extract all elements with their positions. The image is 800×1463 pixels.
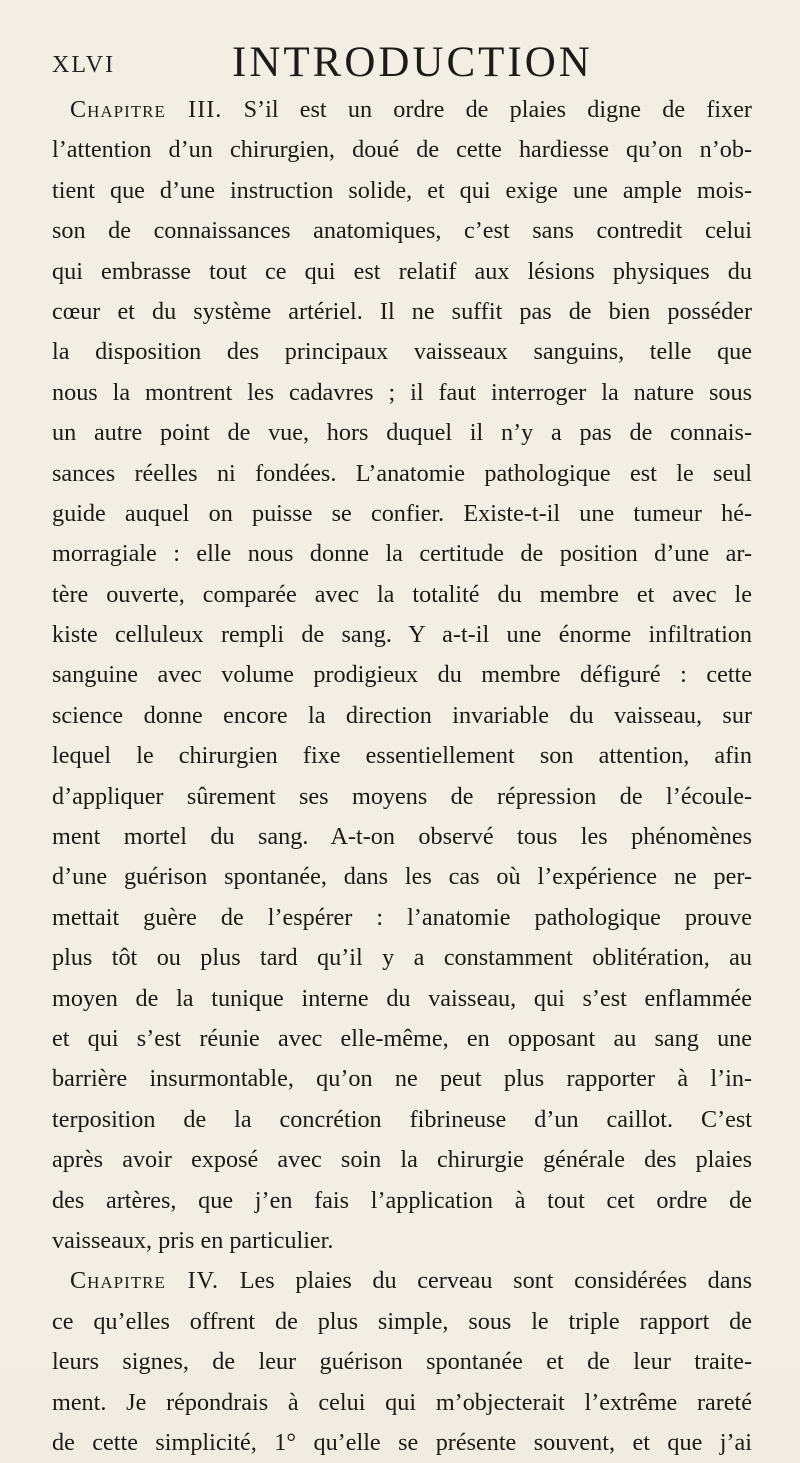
line-text: ce qu’elles offrent de plus simple, sous le triple rapport de — [52, 1307, 752, 1335]
text-line — [52, 736, 752, 776]
line-text: tient que d’une instruction solide, et qui exige une ample mois- — [52, 176, 752, 204]
text-line — [52, 615, 752, 655]
line-text: tère ouverte, comparée avec la totalité du membre et avec le — [52, 580, 752, 608]
line-text: la disposition des principaux vaisseaux sanguins, telle que — [52, 338, 752, 366]
text-line — [52, 252, 752, 292]
line-text: science donne encore la direction invariable du vaisseau, sur — [52, 701, 752, 729]
text-line — [52, 292, 752, 332]
line-text: d’appliquer sûrement ses moyens de répression de l’écoule- — [52, 782, 752, 810]
line-text: Les plaies du cerveau sont considérées dans — [219, 1267, 752, 1295]
text-line — [52, 575, 752, 615]
text-line — [52, 211, 752, 251]
text-line — [52, 979, 752, 1019]
text-line — [52, 90, 752, 130]
text-line — [52, 655, 752, 695]
line-text: sances réelles ni fondées. L’anatomie pathologique est le seul — [52, 459, 752, 487]
line-text: moyen de la tunique interne du vaisseau, qui s’est enflammée — [52, 984, 752, 1012]
text-line — [52, 938, 752, 978]
text-line — [52, 1140, 752, 1180]
line-text: ment mortel du sang. A-t-on observé tous les phénomènes — [52, 823, 752, 851]
text-line — [52, 696, 752, 736]
line-text: un autre point de vue, hors duquel il n’y a pas de connais- — [52, 419, 752, 447]
line-text: terposition de la concrétion fibrineuse d’un caillot. C’est — [52, 1105, 752, 1133]
text-line — [52, 898, 752, 938]
text-line — [52, 1423, 752, 1463]
line-text: des artères, que j’en fais l’application à tout cet ordre de — [52, 1186, 752, 1214]
line-text: après avoir exposé avec soin la chirurgie générale des plaies — [52, 1146, 752, 1174]
text-line — [52, 1059, 752, 1099]
text-line — [52, 534, 752, 574]
text-line — [52, 777, 752, 817]
line-text: son de connaissances anatomiques, c’est sans contredit celui — [52, 217, 752, 245]
page-number: XLVI — [52, 52, 116, 78]
line-text: d’une guérison spontanée, dans les cas où l’expérience ne per- — [52, 863, 752, 891]
line-text: plus tôt ou plus tard qu’il y a constamment oblitération, au — [52, 944, 752, 972]
text-line — [52, 857, 752, 897]
body-text — [52, 90, 752, 1463]
line-text: qui embrasse tout ce qui est relatif aux lésions physiques du — [52, 257, 752, 285]
text-line — [52, 1342, 752, 1382]
text-line — [52, 130, 752, 170]
line-text: ment. Je répondrais à celui qui m’objecterait l’extrême rareté — [52, 1388, 752, 1416]
text-line — [52, 454, 752, 494]
text-line — [52, 373, 752, 413]
line-text: cœur et du système artériel. Il ne suffit pas de bien posséder — [52, 297, 752, 325]
line-text: guide auquel on puisse se confier. Existe-t-il une tumeur hé- — [52, 499, 752, 527]
text-line — [52, 1019, 752, 1059]
text-line — [52, 817, 752, 857]
text-line — [52, 1181, 752, 1221]
line-text: kiste celluleux rempli de sang. Y a-t-il une énorme infiltration — [52, 621, 752, 649]
line-text: de cette simplicité, 1° qu’elle se présente souvent, et que j’ai — [52, 1428, 752, 1456]
line-text: lequel le chirurgien fixe essentiellement son attention, afin — [52, 742, 752, 770]
text-line — [52, 413, 752, 453]
text-line — [52, 1100, 752, 1140]
page-header — [52, 38, 754, 88]
line-text: morragiale : elle nous donne la certitude de position d’une ar- — [52, 540, 752, 568]
text-line — [52, 494, 752, 534]
line-text: l’attention d’un chirurgien, doué de cette hardiesse qu’on n’ob- — [52, 136, 752, 164]
line-text: et qui s’est réunie avec elle-même, en opposant au sang une — [52, 1024, 752, 1052]
line-text: sanguine avec volume prodigieux du membre défiguré : cette — [52, 661, 752, 689]
running-title: INTRODUCTION — [232, 39, 593, 86]
line-text: mettait guère de l’espérer : l’anatomie pathologique prouve — [52, 903, 752, 931]
chapter-heading: Chapitre III. — [70, 96, 223, 123]
line-text: nous la montrent les cadavres ; il faut interroger la nature sous — [52, 378, 752, 406]
chapter-heading: Chapitre IV. — [70, 1267, 220, 1295]
text-line — [52, 171, 752, 211]
line-text: vaisseaux, pris en particulier. — [52, 1226, 334, 1254]
text-line — [52, 1302, 752, 1342]
text-line — [52, 1221, 752, 1261]
line-text: leurs signes, de leur guérison spontanée et de leur traite- — [52, 1348, 752, 1376]
text-line — [52, 332, 752, 372]
line-text: barrière insurmontable, qu’on ne peut plus rapporter à l’in- — [52, 1065, 752, 1093]
text-line — [52, 1383, 752, 1423]
text-line — [52, 1261, 752, 1301]
line-text: S’il est un ordre de plaies digne de fixer — [222, 96, 752, 123]
